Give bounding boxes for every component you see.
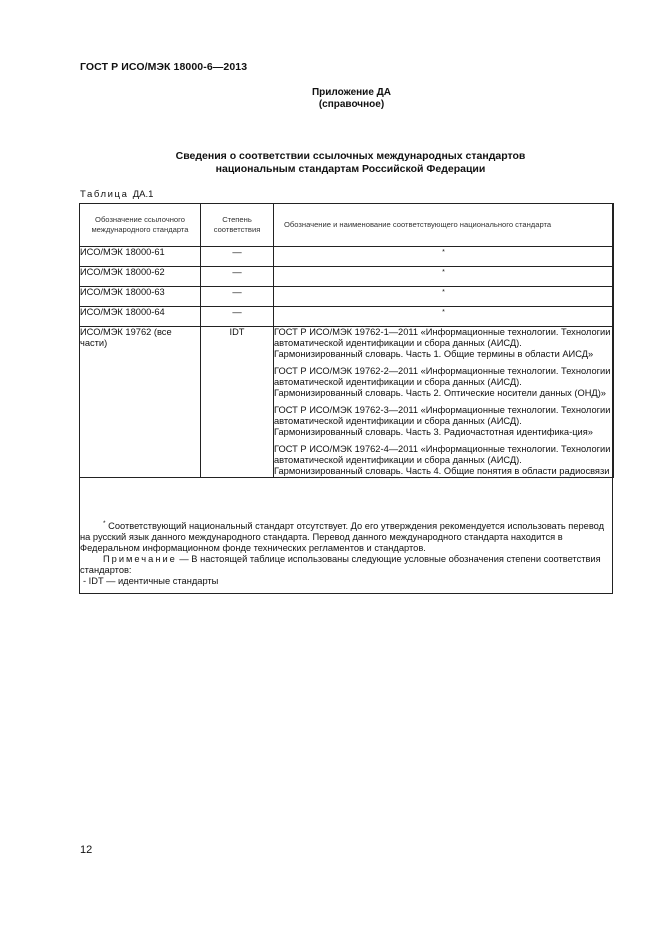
annex-heading xyxy=(0,87,661,111)
row-code: ИСО/МЭК 18000-63 xyxy=(80,287,201,307)
row-degree: — xyxy=(201,267,274,287)
document-code: ГОСТ Р ИСО/МЭК 18000-6—2013 xyxy=(80,61,248,73)
row-code: ИСО/МЭК 19762 (все части) xyxy=(80,327,201,478)
row-degree: IDT xyxy=(201,327,274,478)
section-title xyxy=(0,150,661,176)
table-row-multi xyxy=(80,327,614,478)
note xyxy=(80,554,610,576)
row-degree: — xyxy=(201,307,274,327)
table-label xyxy=(80,189,153,200)
footnote xyxy=(80,521,610,554)
annex-subtitle: (справочное) xyxy=(318,99,385,110)
table-row xyxy=(80,287,614,307)
footnote-mark: * xyxy=(103,520,106,527)
degree-legend: - IDT — идентичные стандарты xyxy=(83,576,219,586)
section-title-line-1: Сведения о соответствии ссылочных международных стандартов xyxy=(175,150,526,162)
national-standard-item: ГОСТ Р ИСО/МЭК 19762-4—2011 «Информационные технологии. Технологии автоматической идентификации и сбора данных (АИСД). Гармонизированный словарь. Часть 4. Общие понятия в области радиосвязи xyxy=(274,444,611,476)
row-national: * xyxy=(274,267,614,287)
row-code: ИСО/МЭК 18000-62 xyxy=(80,267,201,287)
table-row xyxy=(80,267,614,287)
row-code: ИСО/МЭК 18000-64 xyxy=(80,307,201,327)
header-national-standard: Обозначение и наименование соответствующего национального стандарта xyxy=(274,204,614,247)
national-standard-item: ГОСТ Р ИСО/МЭК 19762-2—2011 «Информационные технологии. Технологии автоматической идентификации и сбора данных (АИСД). Гармонизированный словарь. Часть 2. Оптические носители данных (ОНД)» xyxy=(274,366,611,398)
annex-title: Приложение ДА xyxy=(311,87,392,98)
national-standard-item: ГОСТ Р ИСО/МЭК 19762-1—2011 «Информационные технологии. Технологии автоматической идентификации и сбора данных (АИСД). Гармонизированный словарь. Часть 1. Общие термины в области АИСД» xyxy=(274,327,611,359)
note-text: — В настоящей таблице использованы следующие условные обозначения степени соответствия стандартов: xyxy=(80,554,601,575)
national-standard-item: ГОСТ Р ИСО/МЭК 19762-3—2011 «Информационные технологии. Технологии автоматической идентификации и сбора данных (АИСД). Гармонизированный словарь. Часть 3. Радиочастотная идентифика-ция» xyxy=(274,405,611,437)
table-notes xyxy=(80,521,610,587)
row-national: * xyxy=(274,247,614,267)
table-label-number: ДА.1 xyxy=(132,189,154,200)
row-national: * xyxy=(274,307,614,327)
table-row xyxy=(80,247,614,267)
row-degree: — xyxy=(201,287,274,307)
table-label-prefix: Таблица xyxy=(80,189,129,200)
correspondence-table xyxy=(79,203,614,478)
header-international-standard: Обозначение ссылочного международного стандарта xyxy=(80,204,201,247)
section-title-line-2: национальным стандартам Российской Федерации xyxy=(215,163,486,175)
row-code: ИСО/МЭК 18000-61 xyxy=(80,247,201,267)
footnote-text: Соответствующий национальный стандарт отсутствует. До его утверждения рекомендуется использовать перевод на русский язык данного международного стандарта. Перевод данного международного стандарта находится в Федеральном информационном фонде технических регламентов и стандартов. xyxy=(80,521,605,553)
row-national: * xyxy=(274,287,614,307)
table-header-row xyxy=(80,204,614,247)
table-row xyxy=(80,307,614,327)
header-degree: Степень соответствия xyxy=(201,204,274,247)
national-standards-list xyxy=(274,327,614,478)
page-number: 12 xyxy=(80,844,93,856)
note-label: Примечание xyxy=(103,554,177,564)
row-degree: — xyxy=(201,247,274,267)
